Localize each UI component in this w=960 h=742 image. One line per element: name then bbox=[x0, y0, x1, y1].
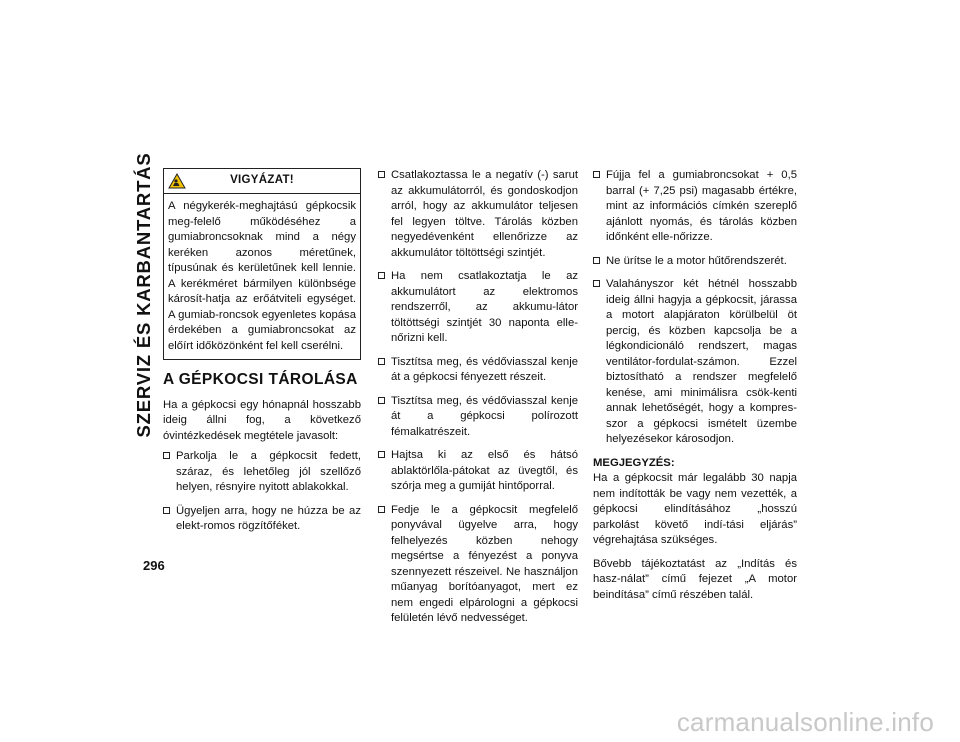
checkbox-bullet-icon bbox=[378, 358, 385, 365]
page-number: 296 bbox=[143, 558, 165, 573]
checkbox-bullet-icon bbox=[593, 257, 600, 264]
list-item: Parkolja le a gépkocsit fedett, száraz, és lehetőleg jól szellőző helyen, résnyire nyitott ablakokkal. bbox=[163, 449, 361, 496]
column-2 bbox=[378, 168, 578, 635]
note-label: MEGJEGYZÉS: bbox=[593, 456, 675, 469]
intro-paragraph: Ha a gépkocsi egy hónapnál hosszabb ideig állni fog, a következő óvintézkedések megtétele javasolt: bbox=[163, 398, 361, 442]
checkbox-bullet-icon bbox=[378, 272, 385, 279]
checkbox-bullet-icon bbox=[593, 280, 600, 287]
warning-triangle-icon bbox=[168, 173, 186, 189]
warning-title: VIGYÁZAT! bbox=[230, 174, 294, 187]
column-1 bbox=[163, 168, 361, 543]
checkbox-bullet-icon bbox=[593, 171, 600, 178]
checkbox-bullet-icon bbox=[378, 506, 385, 513]
reference-paragraph: Bővebb tájékoztatást az „Indítás és hasz-nálat” című fejezet „A motor beindítása” című részében talál. bbox=[593, 557, 797, 601]
list-item: Ne ürítse le a motor hűtőrendszerét. bbox=[593, 254, 797, 270]
storage-list-part-3 bbox=[593, 168, 797, 448]
chapter-side-tab bbox=[129, 150, 159, 440]
list-item: Ügyeljen arra, hogy ne húzza be az elekt-romos rögzítőféket. bbox=[163, 504, 361, 535]
warning-text: A négykerék-meghajtású gépkocsik meg-felelő működéséhez a gumiabroncsoknak mind a négy keréken azonos méretűnek, típusúnak és kerületűnek kell lennie. A kerékméret bármilyen különbsége károsít-hatja az erőátviteli egységet. A gumiab-roncsok egyenletes kopása érdekében a gumiabroncsokat az előírt időközönként fel kell cserélni. bbox=[168, 200, 356, 352]
storage-list-part-2 bbox=[378, 168, 578, 627]
column-3 bbox=[593, 168, 797, 603]
list-item: Fújja fel a gumiabroncsokat + 0,5 barral (+ 7,25 psi) magasabb értékre, mint az információs címkén szereplő ajánlott nyomás, és tárolás közben időnként elle-nőrizze. bbox=[593, 168, 797, 246]
list-item: Tisztítsa meg, és védőviasszal kenje át a gépkocsi polírozott fémalkatrészeit. bbox=[378, 394, 578, 441]
list-item: Hajtsa ki az első és hátsó ablaktörlőla-pátokat az üvegtől, és szórja meg a gumiját hintőporral. bbox=[378, 448, 578, 495]
checkbox-bullet-icon bbox=[378, 397, 385, 404]
checkbox-bullet-icon bbox=[378, 451, 385, 458]
section-title: A GÉPKOCSI TÁROLÁSA bbox=[163, 371, 358, 388]
note-text: Ha a gépkocsit már legalább 30 napja nem indították be vagy nem vezették, a gépkocsi elindításához „hosszú parkolást követő indí-tási eljárás” végrehajtása szükséges. bbox=[593, 472, 797, 546]
checkbox-bullet-icon bbox=[378, 171, 385, 178]
list-item: Valahányszor két hétnél hosszabb ideig állni hagyja a gépkocsit, járassa a motort alapjáraton körülbelül öt percig, és közben kapcsolja be a légkondicionáló rendszert, magas ventilátor-fordulat-számon. Ezzel biztosítható a rendszer megfelelő kenése, ami minimálisra csök-kenti annak lehetőségét, hogy a kompres-szor a gépkocsi ismételt üzembe helyezésekor károsodjon. bbox=[593, 277, 797, 448]
list-item: Csatlakoztassa le a negatív (-) sarut az akkumulátorról, és gondoskodjon arról, hogy az akkumulátor teljesen fel legyen töltve. Tárolás közben negyedévenként ellenőrizze az akkumulátor töltöttségi szintjét. bbox=[378, 168, 578, 261]
watermark: carmanualsonline.info bbox=[676, 707, 934, 737]
warning-box bbox=[163, 168, 361, 360]
checkbox-bullet-icon bbox=[163, 507, 170, 514]
warning-header bbox=[164, 169, 360, 194]
list-item: Fedje le a gépkocsit megfelelő ponyvával ügyelve arra, hogy felhelyezés közben nehogy megsértse a fényezést a ponyva szennyezett részeivel. Ne használjon műanyag borítóanyagot, mert ez nem engedi elpárologni a gépkocsi felületén lévő nedvességet. bbox=[378, 503, 578, 627]
checkbox-bullet-icon bbox=[163, 452, 170, 459]
list-item: Ha nem csatlakoztatja le az akkumulátort az elektromos rendszerről, az akkumu-látor töltöttségi szintjét 30 naponta elle-nőrizni kell. bbox=[378, 269, 578, 347]
storage-list-part-1 bbox=[163, 449, 361, 535]
list-item: Tisztítsa meg, és védőviasszal kenje át a gépkocsi fényezett részeit. bbox=[378, 355, 578, 386]
chapter-title: SZERVIZ ÉS KARBANTARTÁS bbox=[133, 152, 154, 438]
